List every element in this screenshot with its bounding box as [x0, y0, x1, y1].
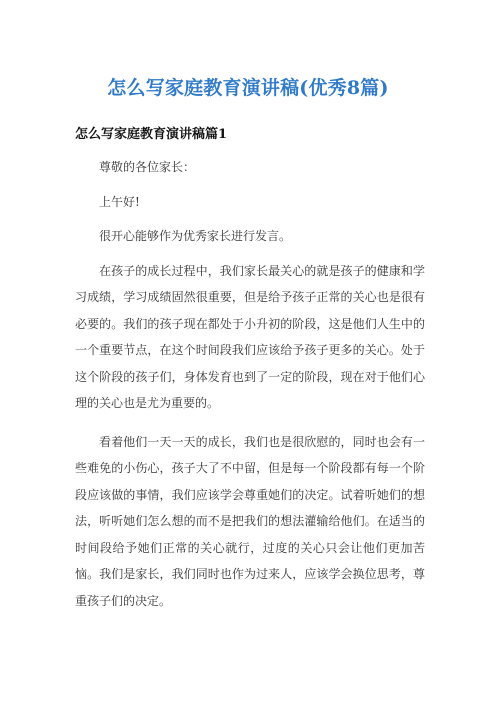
salutation-paragraph: 尊敬的各位家长：: [99, 160, 196, 174]
body-paragraph: 在孩子的成长过程中，我们家长最关心的就是孩子的健康和学习成绩，学习成绩固然很重要，但是给予孩子正常的关心也是很有必要的。我们的孩子现在都处于小升初的阶段，这是他们人生中的一个重要节点，在这个时间段我们应该给予孩子更多的关心。处于这个阶段的孩子们，身体发育也到了一定的阶段，现在对于他们心理的关心也是尤为重要的。: [75, 263, 425, 410]
document-title: 怎么写家庭教育演讲稿(优秀8篇): [107, 77, 389, 99]
body-paragraph: 看着他们一天一天的成长，我们也是很欣慰的，同时也会有一些难免的小伤心，孩子大了不中留，但是每一个阶段都有每一个阶段应该做的事情，我们应该学会尊重她们的决定。试着听她们的想法，听听她们怎么想的而不是把我们的想法灌输给他们。在适当的时间段给予她们正常的关心就行，过度的关心只会让他们更加苦恼。我们是家长，我们同时也作为过来人，应该学会换位思考，尊重孩子们的决定。: [75, 434, 425, 608]
intro-paragraph: 很开心能够作为优秀家长进行发言。: [99, 229, 292, 243]
document-body: [75, 154, 425, 626]
section-heading: 怎么写家庭教育演讲稿篇1: [75, 127, 228, 142]
greeting-paragraph: 上午好!: [99, 194, 140, 209]
